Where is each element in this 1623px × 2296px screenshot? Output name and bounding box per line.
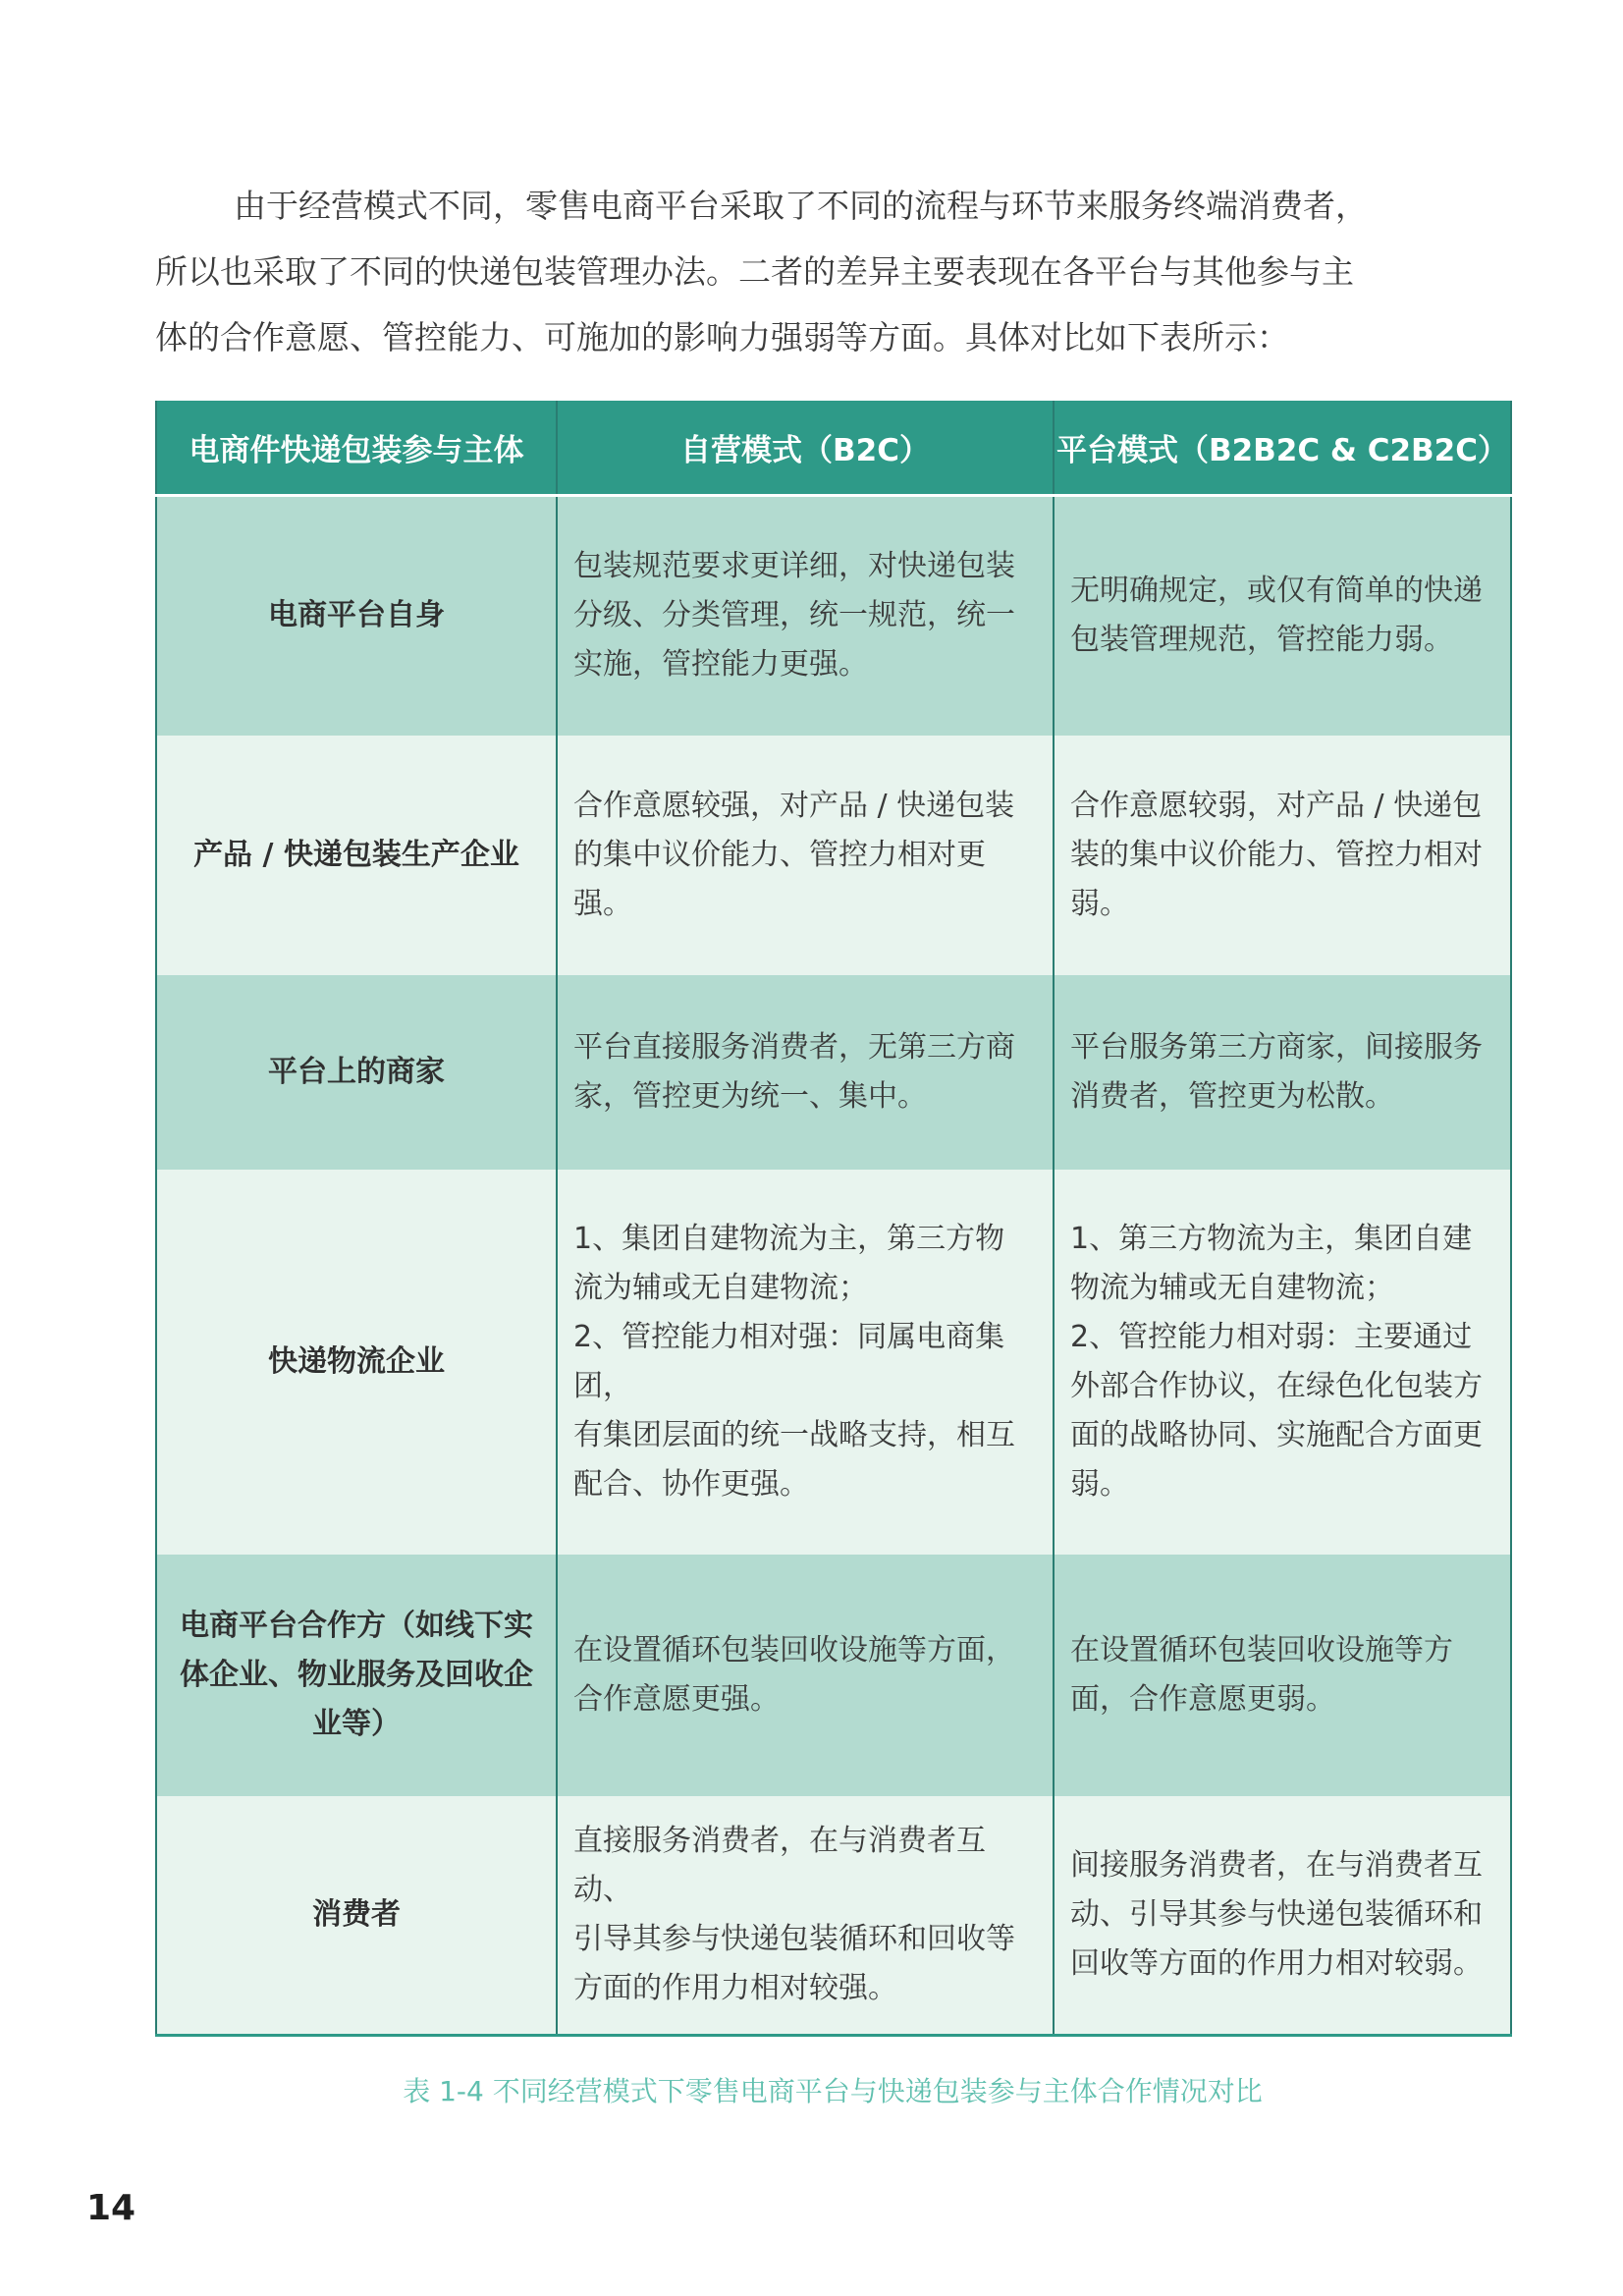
b2c-cell: 平台直接服务消费者，无第三方商 家，管控更为统一、集中。 xyxy=(557,975,1054,1170)
intro-paragraph xyxy=(155,173,1510,370)
subject-cell: 电商平台合作方（如线下实 体企业、物业服务及回收企 业等） xyxy=(156,1555,557,1796)
table-row xyxy=(156,496,1511,736)
subject-cell: 消费者 xyxy=(156,1796,557,2036)
platform-cell: 间接服务消费者，在与消费者互 动、引导其参与快递包装循环和 回收等方面的作用力相对较弱。 xyxy=(1054,1796,1511,2036)
subject-cell: 电商平台自身 xyxy=(156,496,557,736)
platform-cell: 无明确规定，或仅有简单的快递 包装管理规范，管控能力弱。 xyxy=(1054,496,1511,736)
intro-line-2: 所以也采取了不同的快递包装管理办法。二者的差异主要表现在各平台与其他参与主 xyxy=(155,252,1354,291)
page-number: 14 xyxy=(86,2188,136,2228)
header-b2c: 自营模式（B2C） xyxy=(557,401,1054,496)
platform-cell: 在设置循环包装回收设施等方 面，合作意愿更弱。 xyxy=(1054,1555,1511,1796)
subject-cell: 平台上的商家 xyxy=(156,975,557,1170)
table-row xyxy=(156,1796,1511,2036)
header-subject: 电商件快递包装参与主体 xyxy=(156,401,557,496)
table-row xyxy=(156,1555,1511,1796)
b2c-cell: 直接服务消费者，在与消费者互动、 引导其参与快递包装循环和回收等 方面的作用力相对较强。 xyxy=(557,1796,1054,2036)
subject-cell: 快递物流企业 xyxy=(156,1170,557,1555)
b2c-cell: 合作意愿较强，对产品 / 快递包装 的集中议价能力、管控力相对更强。 xyxy=(557,736,1054,975)
header-platform: 平台模式（B2B2C & C2B2C） xyxy=(1054,401,1511,496)
table-row xyxy=(156,975,1511,1170)
comparison-table xyxy=(155,401,1512,2037)
subject-cell: 产品 / 快递包装生产企业 xyxy=(156,736,557,975)
platform-cell: 1、第三方物流为主，集团自建 物流为辅或无自建物流； 2、管控能力相对弱：主要通过 外部合作协议，在绿色化包装方 面的战略协同、实施配合方面更 弱。 xyxy=(1054,1170,1511,1555)
platform-cell: 合作意愿较弱，对产品 / 快递包 装的集中议价能力、管控力相对 弱。 xyxy=(1054,736,1511,975)
table-header-row xyxy=(156,401,1511,496)
b2c-cell: 1、集团自建物流为主，第三方物 流为辅或无自建物流； 2、管控能力相对强：同属电商集团， 有集团层面的统一战略支持，相互 配合、协作更强。 xyxy=(557,1170,1054,1555)
table-caption: 表 1-4 不同经营模式下零售电商平台与快递包装参与主体合作情况对比 xyxy=(403,2075,1263,2107)
b2c-cell: 包装规范要求更详细，对快递包装 分级、分类管理，统一规范，统一 实施，管控能力更强。 xyxy=(557,496,1054,736)
table-row xyxy=(156,736,1511,975)
intro-line-3: 体的合作意愿、管控能力、可施加的影响力强弱等方面。具体对比如下表所示： xyxy=(155,318,1289,356)
b2c-cell: 在设置循环包装回收设施等方面， 合作意愿更强。 xyxy=(557,1555,1054,1796)
intro-line-1: 由于经营模式不同，零售电商平台采取了不同的流程与环节来服务终端消费者， xyxy=(234,187,1368,225)
table-row xyxy=(156,1170,1511,1555)
platform-cell: 平台服务第三方商家，间接服务 消费者，管控更为松散。 xyxy=(1054,975,1511,1170)
